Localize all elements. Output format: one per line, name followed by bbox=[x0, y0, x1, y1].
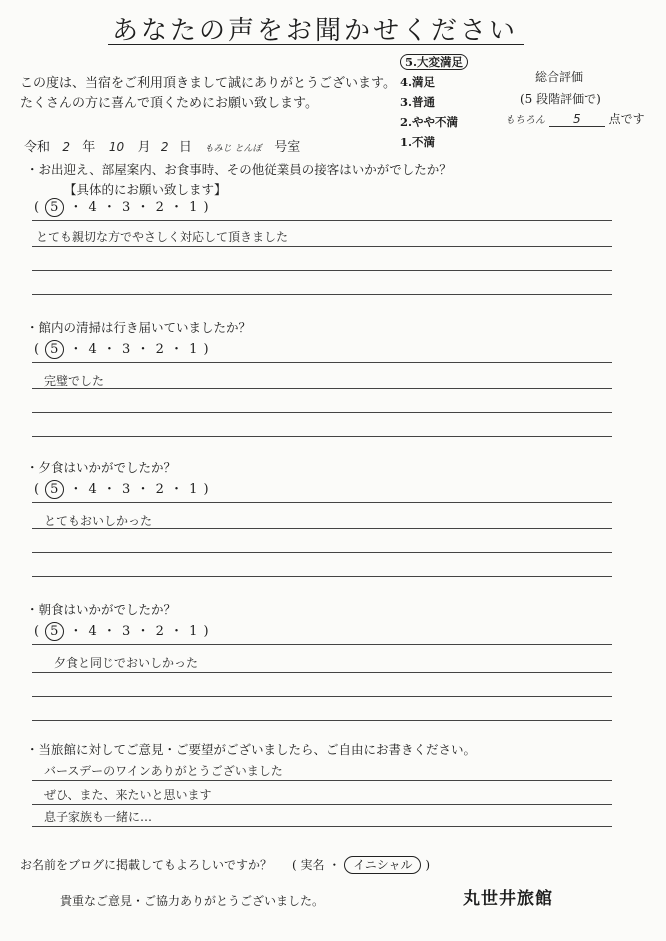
rating-1-selected: 5 bbox=[45, 198, 64, 217]
room-value: もみじ とんぼ bbox=[204, 144, 262, 154]
title-underline bbox=[108, 44, 524, 45]
question-1: ・お出迎え、部屋案内、お食事時、その他従業員の接客はいかがでしたか？ bbox=[26, 162, 452, 177]
rating-4-selected: 5 bbox=[45, 622, 64, 641]
blog-initial: イニシャル bbox=[344, 856, 421, 874]
comment-rule-2 bbox=[32, 804, 612, 805]
answer-3: とてもおいしかった bbox=[44, 514, 153, 528]
answer-1-line-d bbox=[32, 294, 612, 295]
intro-line-2: たくさんの方に喜んで頂くためにお願い致します。 bbox=[20, 96, 318, 111]
summary-note: (5 段階評価で) bbox=[520, 92, 601, 106]
answer-3-line-c bbox=[32, 552, 612, 553]
summary-score-line bbox=[505, 110, 645, 127]
rating-3: ( 5 ・ 4 ・ 3 ・ 2 ・ 1 ) bbox=[34, 482, 210, 497]
question-4: ・朝食はいかがでしたか？ bbox=[26, 602, 177, 617]
page-title: あなたの声をお聞かせください bbox=[112, 16, 519, 46]
scale-level-5: 5.大変満足 bbox=[400, 54, 468, 70]
answer-2-line-b bbox=[32, 388, 612, 389]
rating-1: ( 5 ・ 4 ・ 3 ・ 2 ・ 1 ) bbox=[34, 200, 210, 215]
blog-options: ( 実名 ・ イニシャル ) bbox=[292, 858, 430, 872]
era: 令和 bbox=[24, 140, 51, 155]
summary-score: 5 bbox=[549, 112, 605, 127]
answer-4-line-d bbox=[32, 720, 612, 721]
answer-3-line-d bbox=[32, 576, 612, 577]
answer-4: 夕食と同じでおいしかった bbox=[54, 656, 199, 670]
month-unit: 月 bbox=[137, 140, 151, 155]
comments-label: ・当旅館に対してご意見・ご要望がございましたら、ご自由にお書きください。 bbox=[26, 742, 477, 757]
year-unit: 年 bbox=[82, 140, 96, 155]
rating-3-selected: 5 bbox=[45, 480, 64, 499]
question-2: ・館内の清掃は行き届いていましたか？ bbox=[26, 320, 252, 335]
blog-question: お名前をブログに掲載してもよろしいですか？ bbox=[20, 858, 273, 872]
thanks: 貴重なご意見・ご協力ありがとうございました。 bbox=[60, 894, 325, 908]
intro-line-1: この度は、当宿をご利用頂きまして誠にありがとうございます。 bbox=[20, 76, 396, 91]
comment-line-2: ぜひ、また、来たいと思います bbox=[44, 788, 212, 802]
month-value: 10 bbox=[108, 140, 125, 154]
answer-1-line-c bbox=[32, 270, 612, 271]
question-1-sub: 【具体的にお願い致します】 bbox=[64, 182, 227, 197]
comment-line-3: 息子家族も一緒に… bbox=[44, 810, 153, 824]
answer-4-line-a bbox=[32, 644, 612, 645]
answer-2-line-c bbox=[32, 412, 612, 413]
answer-3-line-b bbox=[32, 528, 612, 529]
rating-4: ( 5 ・ 4 ・ 3 ・ 2 ・ 1 ) bbox=[34, 624, 210, 639]
answer-4-line-b bbox=[32, 672, 612, 673]
scale-list bbox=[400, 52, 468, 152]
comment-line-1: バースデーのワインありがとうございました bbox=[44, 764, 283, 778]
answer-1: とても親切な方でやさしく対応して頂きました bbox=[36, 230, 289, 244]
room-unit: 号室 bbox=[274, 140, 301, 155]
answer-2-line-d bbox=[32, 436, 612, 437]
comment-rule-1 bbox=[32, 780, 612, 781]
comment-rule-3 bbox=[32, 826, 612, 827]
inn-name: 丸世井旅館 bbox=[463, 889, 553, 909]
question-3: ・夕食はいかがでしたか？ bbox=[26, 460, 177, 475]
rating-2: ( 5 ・ 4 ・ 3 ・ 2 ・ 1 ) bbox=[34, 342, 210, 357]
answer-1-line-a bbox=[32, 220, 612, 221]
answer-2: 完璧でした bbox=[44, 374, 105, 388]
blog-real-name: 実名 bbox=[300, 858, 325, 872]
scale-level-3: 3.普通 bbox=[400, 95, 436, 109]
scale-level-2: 2.やや不満 bbox=[400, 115, 459, 129]
answer-4-line-c bbox=[32, 696, 612, 697]
visit-date bbox=[24, 136, 300, 155]
answer-1-line-b bbox=[32, 246, 612, 247]
summary-prefix: もちろん bbox=[505, 115, 545, 126]
day-value: 2 bbox=[160, 140, 169, 154]
answer-3-line-a bbox=[32, 502, 612, 503]
year-value: 2 bbox=[62, 140, 70, 154]
answer-2-line-a bbox=[32, 362, 612, 363]
rating-2-selected: 5 bbox=[45, 340, 64, 359]
summary-label: 総合評価 bbox=[535, 70, 584, 84]
scale-level-4: 4.満足 bbox=[400, 75, 436, 89]
day-unit: 日 bbox=[178, 140, 192, 155]
summary-unit: 点です bbox=[608, 112, 645, 126]
scale-level-1: 1.不満 bbox=[400, 135, 436, 149]
